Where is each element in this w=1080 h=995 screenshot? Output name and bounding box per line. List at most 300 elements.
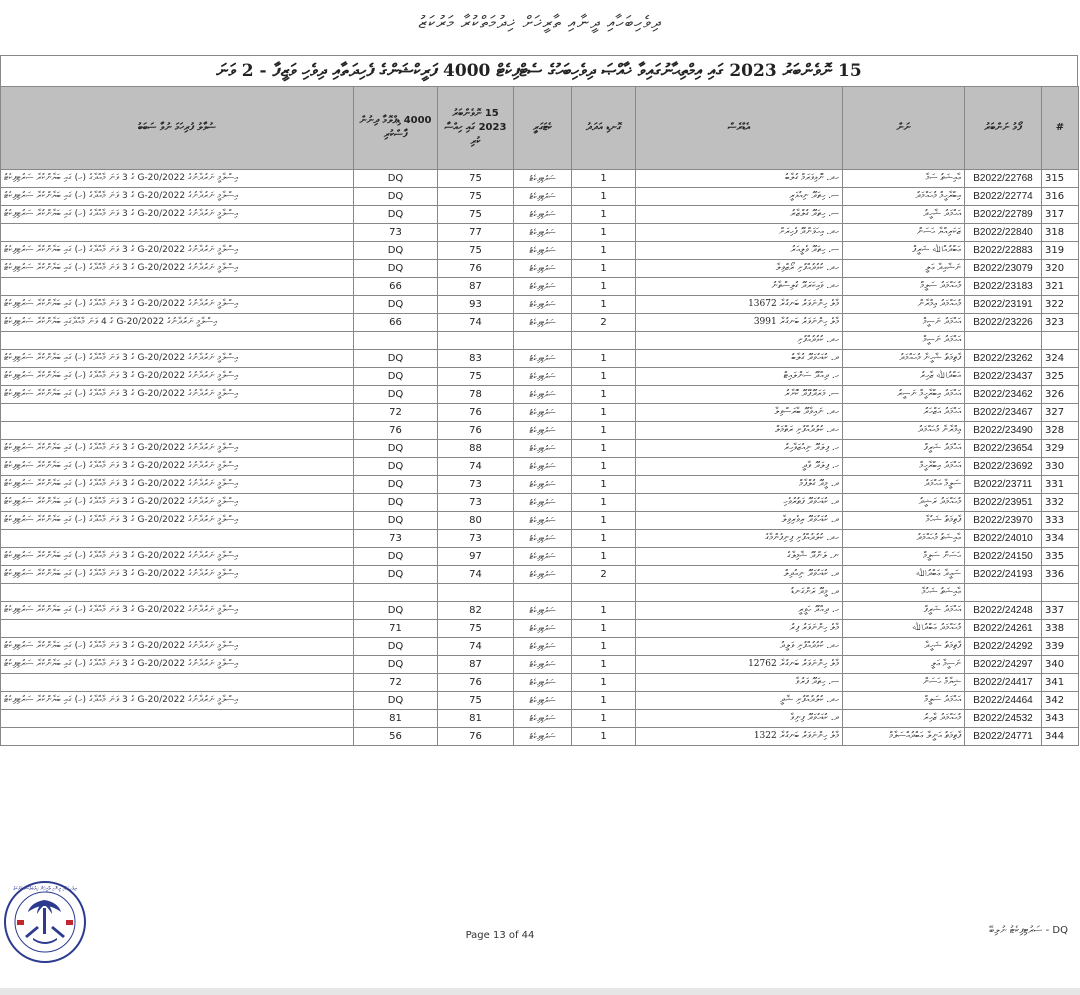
cell-count: 1 (572, 458, 636, 476)
results-table-frame (0, 55, 1078, 746)
cell-form-id: B2022/24464 (965, 692, 1042, 710)
cell-exam: 71 (354, 620, 438, 638)
cell-address: ސ. ހިތަދޫ ނިއުޅަރީ (636, 188, 843, 206)
cell-note (1, 710, 354, 728)
cell-form-id: B2022/22774 (965, 188, 1042, 206)
cell-number: 334 (1042, 530, 1079, 548)
cell-number: 335 (1042, 548, 1079, 566)
cell-note (1, 404, 354, 422)
cell-exam: DQ (354, 206, 438, 224)
cell-score: 76 (438, 404, 514, 422)
cell-count: 1 (572, 278, 636, 296)
cell-status: ސަރުޓިފިކެޓު (514, 260, 572, 278)
table-body (1, 170, 1079, 746)
cell-count: 1 (572, 386, 636, 404)
cell-number: 341 (1042, 674, 1079, 692)
table-row (1, 314, 1079, 332)
table-row (1, 170, 1079, 188)
cell-number: 318 (1042, 224, 1079, 242)
cell-status: ސަރުޓިފިކެޓު (514, 476, 572, 494)
cell-address: ހ. ދިއްދޫ ސަންލައިޓް (636, 368, 843, 386)
cell-address: ދ. މީދޫ ގުލްފާމް (636, 476, 843, 494)
cell-exam: DQ (354, 440, 438, 458)
cell-exam: DQ (354, 476, 438, 494)
cell-name: ޢަބްދުއްﷲ ޝަރީފް (843, 242, 965, 260)
cell-score (438, 332, 514, 350)
cell-name: ނަޝާއިދާ ޢަލީ (843, 260, 965, 278)
cell-form-id: B2022/23692 (965, 458, 1042, 476)
cell-note: އިސްލާމީ ނަރުދާނުގެ G-20/2022 ގެ 3 ވަނަ މާއްދާގެ (ހ) ގައި ބަޔާންކުރާ ސަރުޓިފިކެޓު (1, 386, 354, 404)
cell-number: 342 (1042, 692, 1079, 710)
cell-number: 326 (1042, 386, 1079, 404)
cell-count: 1 (572, 548, 636, 566)
cell-status: ސަރުޓިފިކެޓު (514, 350, 572, 368)
cell-score: 75 (438, 620, 514, 638)
cell-address: ހދ. ނޮޅިވަރަމް ގުލާބު (636, 170, 843, 188)
cell-score (438, 584, 514, 602)
table-row (1, 278, 1079, 296)
cell-status (514, 332, 572, 350)
cell-note: އިސްލާމީ ނަރުދާނުގެ G-20/2022 ގެ 3 ވަނަ މާއްދާގެ (ހ) ގައި ބަޔާންކުރާ ސަރުޓިފިކެޓު (1, 206, 354, 224)
table-row (1, 620, 1079, 638)
cell-exam (354, 584, 438, 602)
cell-status: ސަރުޓިފިކެޓު (514, 458, 572, 476)
cell-number: 343 (1042, 710, 1079, 728)
cell-note (1, 530, 354, 548)
cell-count: 1 (572, 674, 636, 692)
cell-score: 74 (438, 638, 514, 656)
cell-note: އިސްލާމީ ނަރުދާނުގެ G-20/2022 ގެ 3 ވަނަ މާއްދާގެ (ހ) ގައި ބަޔާންކުރާ ސަރުޓިފިކެޓު (1, 440, 354, 458)
cell-form-id: B2022/23183 (965, 278, 1042, 296)
cell-exam: 73 (354, 530, 438, 548)
cell-status: ސަރުޓިފިކެޓު (514, 206, 572, 224)
cell-note: އިސްލާމީ ނަރުދާނުގެ G-20/2022 ގެ 3 ވަނަ މާއްދާގެ (ހ) ގައި ބަޔާންކުރާ ސަރުޓިފިކެޓު (1, 170, 354, 188)
table-row (1, 602, 1079, 620)
table-row (1, 224, 1079, 242)
cell-score: 76 (438, 260, 514, 278)
cell-status: ސަރުޓިފިކެޓު (514, 602, 572, 620)
cell-form-id: B2022/23490 (965, 422, 1042, 440)
table-row (1, 260, 1079, 278)
cell-name: މުޙައްމަދު ސަލީމް (843, 278, 965, 296)
cell-score: 75 (438, 368, 514, 386)
cell-score: 73 (438, 530, 514, 548)
cell-count: 1 (572, 404, 636, 422)
cell-status: ސަރުޓިފިކެޓު (514, 620, 572, 638)
cell-status: ސަރުޓިފިކެޓު (514, 530, 572, 548)
cell-form-id: B2022/24417 (965, 674, 1042, 692)
table-row (1, 368, 1079, 386)
cell-score: 74 (438, 314, 514, 332)
cell-note (1, 620, 354, 638)
cell-number: 329 (1042, 440, 1079, 458)
cell-form-id: B2022/23462 (965, 386, 1042, 404)
cell-name: އަބްދުﷲ ޒާހިރު (843, 368, 965, 386)
cell-number: 320 (1042, 260, 1079, 278)
cell-exam: 72 (354, 674, 438, 692)
page-number: Page 13 of 44 (465, 930, 535, 941)
cell-number: 317 (1042, 206, 1079, 224)
cell-score: 93 (438, 296, 514, 314)
cell-form-id: B2022/22789 (965, 206, 1042, 224)
cell-status (514, 584, 572, 602)
cell-exam: DQ (354, 386, 438, 404)
cell-count: 1 (572, 494, 636, 512)
cell-score: 76 (438, 674, 514, 692)
results-table (0, 86, 1079, 746)
cell-count: 1 (572, 206, 636, 224)
cell-note: އިސްލާމީ ނަރުދާނުގެ G-20/2022 ގެ 3 ވަނަ މާއްދާގެ (ހ) ގައި ބަޔާންކުރާ ސަރުޓިފިކެޓު (1, 368, 354, 386)
cell-form-id: B2022/23079 (965, 260, 1042, 278)
cell-number: 316 (1042, 188, 1079, 206)
cell-exam: DQ (354, 692, 438, 710)
cell-number: 336 (1042, 566, 1079, 584)
table-row (1, 422, 1079, 440)
cell-note: އިސްލާމީ ނަރުދާނުގެ G-20/2022 ގެ 3 ވަނަ މާއްދާގެ (ހ) ގައި ބަޔާންކުރާ ސަރުޓިފިކެޓު (1, 512, 354, 530)
cell-status: ސަރުޓިފިކެޓު (514, 242, 572, 260)
cell-address: ނ. ލަންދޫ ޝާމިލާގެ (636, 548, 843, 566)
cell-address: ހދ. ކުޅުދުއްފުށި (636, 332, 843, 350)
cell-count: 1 (572, 692, 636, 710)
cell-name: އަޙްމަދު ޝަރީފް (843, 602, 965, 620)
cell-status: ސަރުޓިފިކެޓު (514, 314, 572, 332)
cell-count: 1 (572, 350, 636, 368)
cell-number: 339 (1042, 638, 1079, 656)
cell-status: ސަރުޓިފިކެޓު (514, 170, 572, 188)
cell-count: 1 (572, 422, 636, 440)
cell-name: ފާތިމަތު ޝަހުމާ (843, 512, 965, 530)
cell-note: އިސްލާމީ ނަރުދާނުގެ G-20/2022 ގެ 3 ވަނަ މާއްދާގެ (ހ) ގައި ބަޔާންކުރާ ސަރުޓިފިކެޓު (1, 638, 354, 656)
cell-name: ނަސީމާ ޢަލީ (843, 656, 965, 674)
cell-form-id: B2022/24150 (965, 548, 1042, 566)
cell-score: 80 (438, 512, 514, 530)
cell-count: 1 (572, 512, 636, 530)
cell-name: ޙަސަން ސަލީމް (843, 548, 965, 566)
table-row (1, 404, 1079, 422)
cell-exam: DQ (354, 368, 438, 386)
column-header-exam_4000: 4000 ޑިޕްލޮމާ ދިނުން ފާސްކުރި (354, 87, 438, 170)
cell-address: ދ. ކުޑަހުވަދޫ ފިނިވާ (636, 710, 843, 728)
table-row (1, 332, 1079, 350)
cell-count: 1 (572, 620, 636, 638)
cell-status: ސަރުޓިފިކެޓު (514, 386, 572, 404)
cell-count: 1 (572, 440, 636, 458)
cell-exam: DQ (354, 350, 438, 368)
cell-address: ދ. ކުޑަހުވަދޫ ރިވެރިވިލާ (636, 512, 843, 530)
cell-form-id: B2022/22840 (965, 224, 1042, 242)
cell-status: ސަރުޓިފިކެޓު (514, 692, 572, 710)
cell-note (1, 584, 354, 602)
cell-number: 344 (1042, 728, 1079, 746)
cell-exam: DQ (354, 296, 438, 314)
cell-count (572, 332, 636, 350)
cell-form-id: B2022/24248 (965, 602, 1042, 620)
cell-name: މުޙައްމަދު ރަޝީދު (843, 494, 965, 512)
cell-note (1, 278, 354, 296)
cell-name: ސަޢީދާ ޢަބްދުﷲ (843, 566, 965, 584)
cell-address: ހދ. ވައިކަރަދޫ ގުލިސްތާނު (636, 278, 843, 296)
cell-number: 323 (1042, 314, 1079, 332)
cell-address: ސ. ހިތަދޫ ގުލްޒާރު (636, 206, 843, 224)
cell-score: 76 (438, 422, 514, 440)
cell-note: އިސްލާމީ ނަރުދާނުގެ G-20/2022 ގެ 4 ވަނަ މާއްދާގައި ބަޔާންކުރާ ސަރުޓިފިކެޓު (1, 314, 354, 332)
cell-score: 75 (438, 188, 514, 206)
cell-score: 75 (438, 206, 514, 224)
cell-address: މާލެ ހިންނަވަރު ބަނގުރާ 13672 (636, 296, 843, 314)
cell-exam: 56 (354, 728, 438, 746)
table-row (1, 692, 1079, 710)
table-row (1, 710, 1079, 728)
cell-score: 73 (438, 494, 514, 512)
cell-number: 321 (1042, 278, 1079, 296)
dq-legend: DQ - ސަރުޓިފިކެޓު ނުލިބޭ (989, 925, 1068, 936)
cell-form-id: B2022/22768 (965, 170, 1042, 188)
page-title: ދިވެހިބަހާއި ދީނާއި ތާރީޚަށް ޚިދުމަތްކުރާ މަރުކަޒު (418, 13, 662, 33)
cell-address: ހދ. ކުލުދުއްފުށި ރަތްމަލް (636, 422, 843, 440)
cell-note: އިސްލާމީ ނަރުދާނުގެ G-20/2022 ގެ 3 ވަނަ މާއްދާގެ (ހ) ގައި ބަޔާންކުރާ ސަރުޓިފިކެޓު (1, 260, 354, 278)
cell-status: ސަރުޓިފިކެޓު (514, 440, 572, 458)
cell-name: ޢާއިޝަތު ސަމާ (843, 170, 965, 188)
cell-score: 75 (438, 242, 514, 260)
cell-status: ސަރުޓިފިކެޓު (514, 368, 572, 386)
cell-form-id: B2022/23951 (965, 494, 1042, 512)
official-seal (3, 880, 87, 964)
cell-score: 97 (438, 548, 514, 566)
cell-form-id: B2022/23191 (965, 296, 1042, 314)
column-header-status: ކެޓަގަރީ (514, 87, 572, 170)
cell-note: އިސްލާމީ ނަރުދާނުގެ G-20/2022 ގެ 3 ވަނަ މާއްދާގެ (ހ) ގައި ބަޔާންކުރާ ސަރުޓިފިކެޓު (1, 656, 354, 674)
column-header-num: # (1042, 87, 1079, 170)
cell-score: 82 (438, 602, 514, 620)
cell-note: އިސްލާމީ ނަރުދާނުގެ G-20/2022 ގެ 3 ވަނަ މާއްދާގެ (ހ) ގައި ބަޔާންކުރާ ސަރުޓިފިކެޓު (1, 692, 354, 710)
cell-address: ދ. ކުޑަހުވަދޫ ގުލާބު (636, 350, 843, 368)
table-row (1, 188, 1079, 206)
cell-status: ސަރުޓިފިކެޓު (514, 728, 572, 746)
table-row (1, 638, 1079, 656)
cell-address: ދ. ކުޑަހުވަދޫ ފަތުރުވެހި (636, 494, 843, 512)
cell-exam: 72 (354, 404, 438, 422)
cell-count: 2 (572, 566, 636, 584)
cell-score: 73 (438, 476, 514, 494)
table-row (1, 350, 1079, 368)
cell-status: ސަރުޓިފިކެޓު (514, 188, 572, 206)
cell-score: 87 (438, 278, 514, 296)
cell-score: 78 (438, 386, 514, 404)
cell-count: 1 (572, 728, 636, 746)
cell-exam: DQ (354, 170, 438, 188)
cell-form-id: B2022/24297 (965, 656, 1042, 674)
cell-form-id: B2022/23437 (965, 368, 1042, 386)
table-row (1, 674, 1079, 692)
cell-status: ސަރުޓިފިކެޓު (514, 638, 572, 656)
cell-number: 319 (1042, 242, 1079, 260)
cell-note (1, 332, 354, 350)
table-row (1, 242, 1079, 260)
cell-address: ހދ. ކުލުދުއްފުށި ފިނިފެންމާގެ (636, 530, 843, 548)
table-row (1, 296, 1079, 314)
cell-number: 324 (1042, 350, 1079, 368)
cell-form-id: B2022/24292 (965, 638, 1042, 656)
cell-note: އިސްލާމީ ނަރުދާނުގެ G-20/2022 ގެ 3 ވަނަ މާއްދާގެ (ހ) ގައި ބަޔާންކުރާ ސަރުޓިފިކެޓު (1, 350, 354, 368)
cell-exam: DQ (354, 566, 438, 584)
cell-number (1042, 332, 1079, 350)
cell-name: ސަލީމާ އަޙްމަދު (843, 476, 965, 494)
table-row (1, 548, 1079, 566)
cell-status: ސަރުޓިފިކެޓު (514, 674, 572, 692)
cell-count (572, 584, 636, 602)
cell-address: މާލެ ހިންނަވަރު ފިރު (636, 620, 843, 638)
cell-form-id: B2022/24771 (965, 728, 1042, 746)
table-row (1, 584, 1079, 602)
cell-address: ހ. ދިއްދޫ ހަވީރީ (636, 602, 843, 620)
table-row (1, 530, 1079, 548)
cell-note (1, 728, 354, 746)
cell-name: ޢިމްރާނާ މުޙައްމަދު (843, 422, 965, 440)
cell-form-id (965, 332, 1042, 350)
cell-address: ސ. މަރަދޫފޭދޫ ކޮށާރު (636, 386, 843, 404)
cell-exam: DQ (354, 242, 438, 260)
cell-form-id: B2022/22883 (965, 242, 1042, 260)
cell-exam: DQ (354, 548, 438, 566)
cell-name: މުޙައްމަދު ޒާހިރު (843, 710, 965, 728)
cell-name: އަޙްމަދު ސަލީމް (843, 692, 965, 710)
cell-score: 74 (438, 458, 514, 476)
bottom-strip (0, 988, 1080, 995)
cell-name: އަޙްމަދު ނަސީމް (843, 332, 965, 350)
cell-count: 1 (572, 602, 636, 620)
cell-score: 75 (438, 692, 514, 710)
cell-number: 315 (1042, 170, 1079, 188)
cell-number: 340 (1042, 656, 1079, 674)
cell-note: އިސްލާމީ ނަރުދާނުގެ G-20/2022 ގެ 3 ވަނަ މާއްދާގެ (ހ) ގައި ބަޔާންކުރާ ސަރުޓިފިކެޓު (1, 548, 354, 566)
cell-number: 337 (1042, 602, 1079, 620)
cell-address: މާލެ ހިންނަވަރު ބަނގުރާ 3991 (636, 314, 843, 332)
cell-form-id: B2022/24193 (965, 566, 1042, 584)
cell-exam: DQ (354, 638, 438, 656)
cell-form-id: B2022/24010 (965, 530, 1042, 548)
cell-note: އިސްލާމީ ނަރުދާނުގެ G-20/2022 ގެ 3 ވަނަ މާއްދާގެ (ހ) ގައި ބަޔާންކުރާ ސަރުޓިފިކެޓު (1, 296, 354, 314)
cell-form-id: B2022/23262 (965, 350, 1042, 368)
cell-status: ސަރުޓިފިކެޓު (514, 566, 572, 584)
cell-note: އިސްލާމީ ނަރުދާނުގެ G-20/2022 ގެ 3 ވަނަ މާއްދާގެ (ހ) ގައި ބަޔާންކުރާ ސަރުޓިފިކެޓު (1, 566, 354, 584)
cell-score: 76 (438, 728, 514, 746)
column-header-address: އެޑްރެސް (636, 87, 843, 170)
cell-address: ހދ. ނައިވާދޫ ބާރަސްވިލާ (636, 404, 843, 422)
cell-note (1, 422, 354, 440)
cell-exam: 66 (354, 278, 438, 296)
cell-number: 325 (1042, 368, 1079, 386)
cell-exam: DQ (354, 494, 438, 512)
cell-exam: DQ (354, 188, 438, 206)
cell-note: އިސްލާމީ ނަރުދާނުގެ G-20/2022 ގެ 3 ވަނަ މާއްދާގެ (ހ) ގައި ބަޔާންކުރާ ސަރުޓިފިކެޓު (1, 602, 354, 620)
table-row (1, 206, 1079, 224)
cell-number: 333 (1042, 512, 1079, 530)
cell-note: އިސްލާމީ ނަރުދާނުގެ G-20/2022 ގެ 3 ވަނަ މާއްދާގެ (ހ) ގައި ބަޔާންކުރާ ސަރުޓިފިކެޓު (1, 458, 354, 476)
cell-name: ފާތިމަތު ޝާހީނާ މުޙައްމަދު (843, 350, 965, 368)
cell-form-id: B2022/23711 (965, 476, 1042, 494)
cell-address: މާލެ ހިންނަވަރު ބަނގުރާ 12762 (636, 656, 843, 674)
cell-count: 1 (572, 260, 636, 278)
cell-count: 1 (572, 638, 636, 656)
cell-form-id (965, 584, 1042, 602)
cell-name: އަޙްމަދު އިބްރާހީމް ނަސީރު (843, 386, 965, 404)
table-row (1, 458, 1079, 476)
cell-count: 1 (572, 188, 636, 206)
cell-count: 1 (572, 242, 636, 260)
cell-address: ހދ. ކުލުދުއްފުށި ޝާދީ (636, 692, 843, 710)
cell-score: 87 (438, 656, 514, 674)
cell-address: ހދ. އިހަވަންދޫ ފެހިރަށް (636, 224, 843, 242)
cell-form-id: B2022/23467 (965, 404, 1042, 422)
column-header-id: ފޯމު ނަންބަރު (965, 87, 1042, 170)
table-row (1, 512, 1079, 530)
cell-count: 1 (572, 170, 636, 188)
cell-count: 1 (572, 656, 636, 674)
cell-exam: DQ (354, 260, 438, 278)
cell-note: އިސްލާމީ ނަރުދާނުގެ G-20/2022 ގެ 3 ވަނަ މާއްދާގެ (ހ) ގައި ބަޔާންކުރާ ސަރުޓިފިކެޓު (1, 188, 354, 206)
cell-number: 327 (1042, 404, 1079, 422)
cell-status: ސަރުޓިފިކެޓު (514, 494, 572, 512)
cell-address: ހ. ފިލަދޫ ނިއުޒަވާހިރު (636, 440, 843, 458)
cell-address: ހ. ފިލަދޫ ވާދީ (636, 458, 843, 476)
table-row (1, 566, 1079, 584)
cell-name: ޒަކަރިއްޔާ ޙަސަން (843, 224, 965, 242)
cell-exam: DQ (354, 602, 438, 620)
cell-name: ޢާއިޝަތު މުޙައްމަދު (843, 530, 965, 548)
cell-name: ޢާއިޝަތު ޝަހުމާ (843, 584, 965, 602)
cell-form-id: B2022/24532 (965, 710, 1042, 728)
cell-count: 1 (572, 530, 636, 548)
cell-exam: 66 (354, 314, 438, 332)
cell-count: 2 (572, 314, 636, 332)
cell-number: 330 (1042, 458, 1079, 476)
cell-address: މާލެ ހިންނަވަރު ބަނގުރާ 1322 (636, 728, 843, 746)
cell-status: ސަރުޓިފިކެޓު (514, 296, 572, 314)
cell-status: ސަރުޓިފިކެޓު (514, 224, 572, 242)
column-header-notes: ސުވާލު ފުރިހަމަ ނުވާ ސަބަބު (1, 87, 354, 170)
cell-count: 1 (572, 296, 636, 314)
cell-name: އިބްރާހީމް މުޙައްމަދު (843, 188, 965, 206)
cell-name: އަޙްމަދު އިބްރާހީމް (843, 458, 965, 476)
cell-address: ސ. ހިތަދޫ ފަރުވާ (636, 674, 843, 692)
cell-note (1, 224, 354, 242)
cell-exam: 73 (354, 224, 438, 242)
cell-note: އިސްލާމީ ނަރުދާނުގެ G-20/2022 ގެ 3 ވަނަ މާއްދާގެ (ހ) ގައި ބަޔާންކުރާ ސަރުޓިފިކެޓު (1, 476, 354, 494)
cell-status: ސަރުޓިފިކެޓު (514, 710, 572, 728)
cell-score: 75 (438, 170, 514, 188)
table-row (1, 386, 1079, 404)
cell-form-id: B2022/24261 (965, 620, 1042, 638)
table-row (1, 494, 1079, 512)
column-header-name: ނަން (843, 87, 965, 170)
cell-exam: 76 (354, 422, 438, 440)
cell-name: އަޙްމަދު ނަސީމް (843, 314, 965, 332)
cell-exam: DQ (354, 512, 438, 530)
cell-name: އަޙްމަދު ޝާހީދު (843, 206, 965, 224)
cell-number: 322 (1042, 296, 1079, 314)
cell-count: 1 (572, 368, 636, 386)
cell-status: ސަރުޓިފިކެޓު (514, 422, 572, 440)
cell-name: ޝިޔާމް ޙަސަން (843, 674, 965, 692)
cell-score: 77 (438, 224, 514, 242)
cell-number: 331 (1042, 476, 1079, 494)
cell-name: މުޙައްމަދު ޢަބްދުﷲ (843, 620, 965, 638)
cell-form-id: B2022/23654 (965, 440, 1042, 458)
cell-note (1, 674, 354, 692)
cell-number: 338 (1042, 620, 1079, 638)
cell-name: މުޙައްމަދު ޢިމްރާން (843, 296, 965, 314)
table-row (1, 440, 1079, 458)
